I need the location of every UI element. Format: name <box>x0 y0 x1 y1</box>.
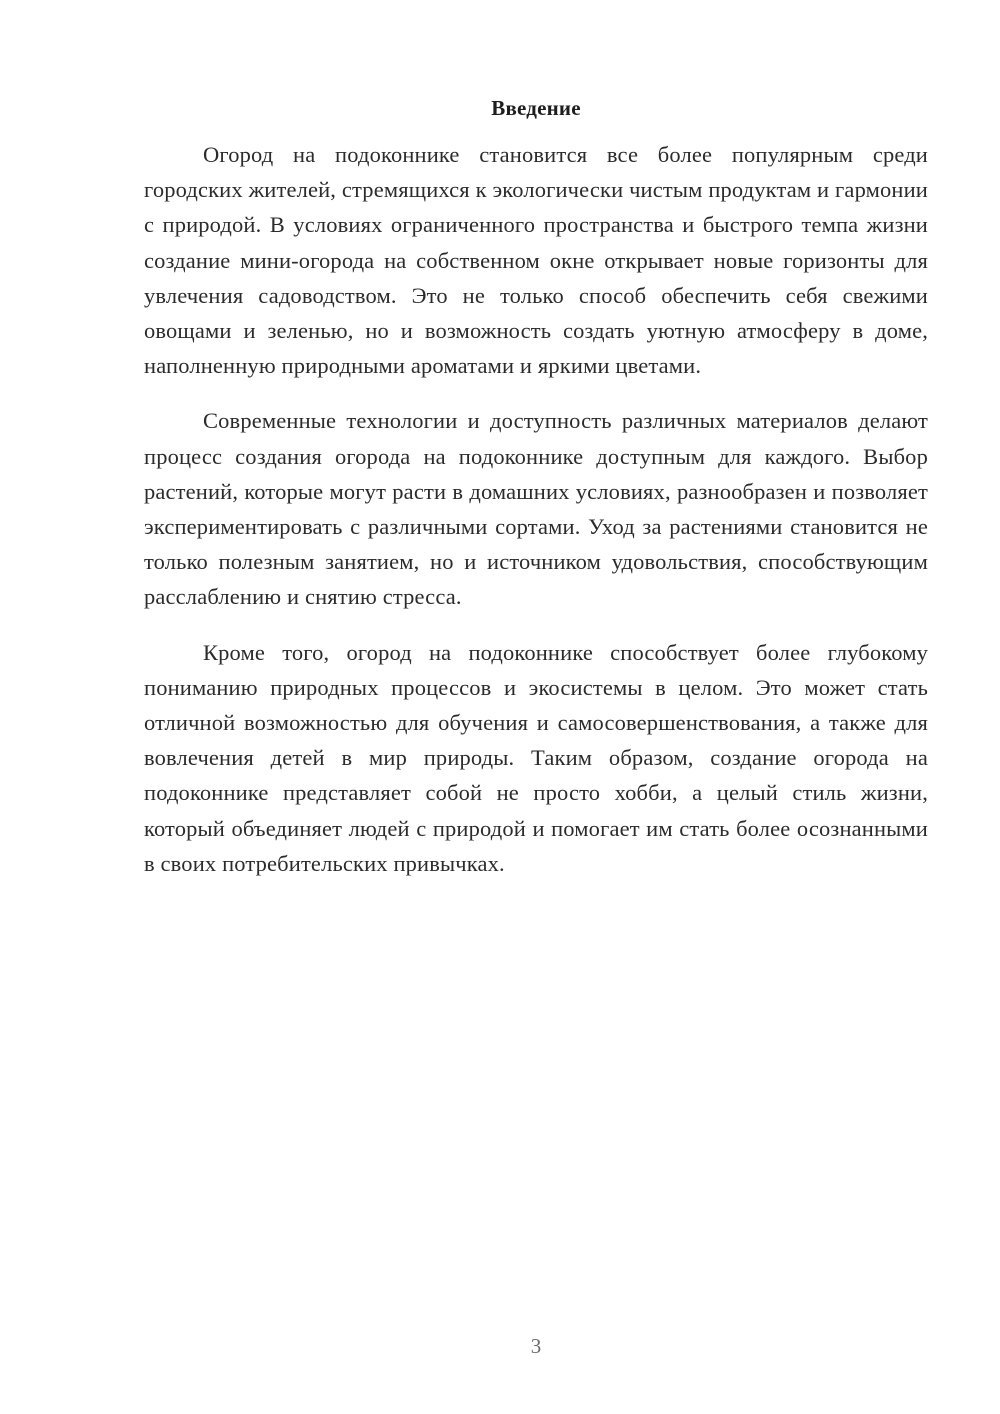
paragraph-2: Современные технологии и доступность различных материалов делают процесс создания огорода на подоконнике доступным для каждого. Выбор растений, которые могут расти в домашних условиях, разнообразен и позволяет экспериментировать с различными сортами. Уход за растениями становится не только полезным занятием, но и источником удовольствия, способствующим расслаблению и снятию стресса. <box>144 408 928 610</box>
paragraph-1: Огород на подоконнике становится все более популярным среди городских жителей, стремящихся к экологически чистым продуктам и гармонии с природой. В условиях ограниченного пространства и быстрого темпа жизни создание мини-огорода на собственном окне открывает новые горизонты для увлечения садоводством. Это не только способ обеспечить себя свежими овощами и зеленью, но и возможность создать уютную атмосферу в доме, наполненную природными ароматами и яркими цветами. <box>144 142 928 379</box>
paragraph-3: Кроме того, огород на подоконнике способствует более глубокому пониманию природных процессов и экосистемы в целом. Это может стать отличной возможностью для обучения и самосовершенствования, а также для вовлечения детей в мир природы. Таким образом, создание огорода на подоконнике представляет собой не просто хобби, а целый стиль жизни, который объединяет людей с природой и помогает им стать более осознанными в своих потребительских привычках. <box>144 639 928 876</box>
page-body <box>144 96 928 901</box>
section-heading: Введение <box>491 96 581 120</box>
page-number: 3 <box>530 1334 542 1358</box>
